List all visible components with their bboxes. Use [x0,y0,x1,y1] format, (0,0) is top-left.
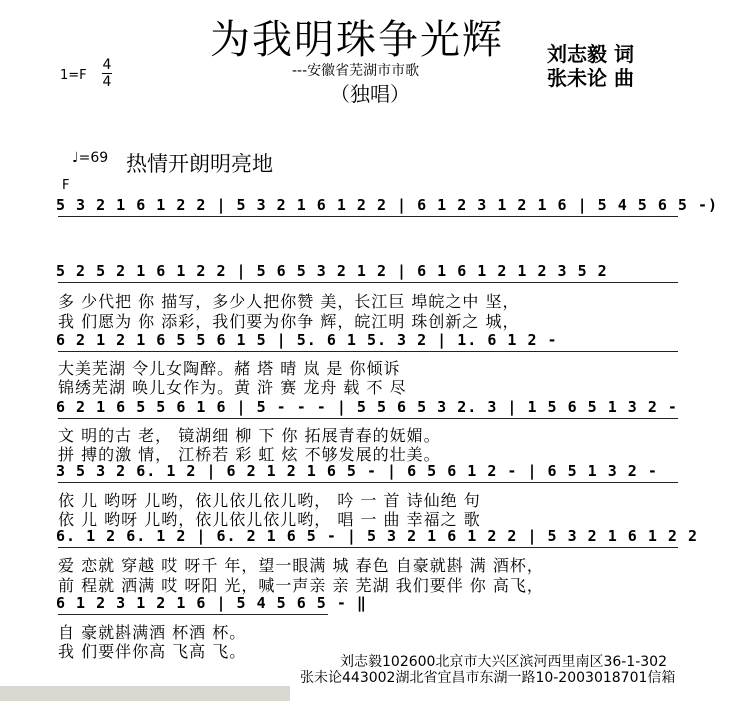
lyric-line-10: 前 程就 洒满 哎 呀阳 光，喊一声亲 亲 芜湖 我们要伴 你 高飞， [58,576,544,595]
lyric-line-11: 自 豪就斟满酒 杯酒 杯。 [58,623,247,642]
staff-line-6: 6. 1 2 6. 1 2 | 6. 2 1 6 5 - | 5 3 2 1 6 1 2 2 | 5 3 2 1 6 1 2 2 [56,527,698,545]
key-mark: F [62,178,70,193]
song-title: 为我明珠争光辉 [210,17,504,63]
underline-beam [58,282,678,283]
staff-line-4: 6 2 1 6 5 5 6 1 6 | 5 - - - | 5 5 6 5 3 2. 3 | 1 5 6 5 1 3 2 - [56,398,678,416]
time-signature-bottom: 4 [102,74,112,90]
lyric-line-4: 锦绣芜湖 唤儿女作为。黄 浒 赛 龙舟 载 不 尽 [58,378,407,397]
lyric-line-2: 我 们愿为 你 添彩，我们要为你争 辉，皖江明 珠创新之 城， [58,312,520,331]
key-signature: 1=F [60,68,87,83]
lyric-line-6: 拼 搏的激 情， 江桥若 彩 虹 炫 不够发展的壮美。 [58,445,441,464]
bottom-bar [0,686,290,701]
lyricist-contact: 刘志毅102600北京市大兴区滨河西里南区36-1-302 [340,654,667,670]
underline-beam [58,614,328,615]
composer-credit: 张未论 曲 [547,66,634,90]
lyric-line-3: 大美芜湖 令儿女陶醉。赭 塔 晴 岚 是 你倾诉 [58,359,401,378]
staff-line-1: 5 3 2 1 6 1 2 2 | 5 3 2 1 6 1 2 2 | 6 1 2 3 1 2 1 6 | 5 4 5 6 5 -) [56,196,719,214]
underline-beam [58,547,678,548]
tempo-marking: ♩=69 [72,150,109,166]
underline-beam [58,482,678,483]
lyric-line-1: 多 少代把 你 描写，多少人把你赞 美，长江巨 埠皖之中 坚， [58,292,520,311]
time-signature [102,58,112,89]
staff-line-5: 3 5 3 2 6. 1 2 | 6 2 1 2 1 6 5 - | 6 5 6 1 2 - | 6 5 1 3 2 - [56,462,658,480]
underline-beam [58,351,678,352]
underline-beam [58,216,678,217]
underline-beam [58,418,678,419]
staff-line-2: 5 2 5 2 1 6 1 2 2 | 5 6 5 3 2 1 2 | 6 1 6 1 2 1 2 3 5 2 [56,262,608,280]
lyric-line-7: 依 儿 哟呀 儿哟，依儿依儿依儿哟， 吟 一 首 诗仙绝 句 [58,491,481,510]
time-signature-top: 4 [102,57,112,73]
lyricist-credit: 刘志毅 词 [547,42,634,66]
staff-line-3: 6 2 1 2 1 6 5 5 6 1 5 | 5. 6 1 5. 3 2 | 1. 6 1 2 - [56,331,558,349]
staff-line-7: 6 1 2 3 1 2 1 6 | 5 4 5 6 5 - ‖ [56,594,367,612]
lyric-line-12: 我 们要伴你高 飞高 飞。 [58,642,247,661]
lyric-line-5: 文 明的古 老， 镜湖细 柳 下 你 拓展青春的妩媚。 [58,426,441,445]
expression-marking: 热情开朗明亮地 [126,152,273,176]
performance-type: （独唱） [330,82,410,106]
lyric-line-8: 依 儿 哟呀 儿哟，依儿依儿依儿哟， 唱 一 曲 幸福之 歌 [58,510,481,529]
song-subtitle: ---安徽省芜湖市市歌 [292,63,420,79]
composer-contact: 张未论443002湖北省宜昌市东湖一路10-2003018701信箱 [300,670,676,686]
lyric-line-9: 爱 恋就 穿越 哎 呀千 年，望一眼满 城 春色 自豪就斟 满 酒杯， [58,556,544,575]
